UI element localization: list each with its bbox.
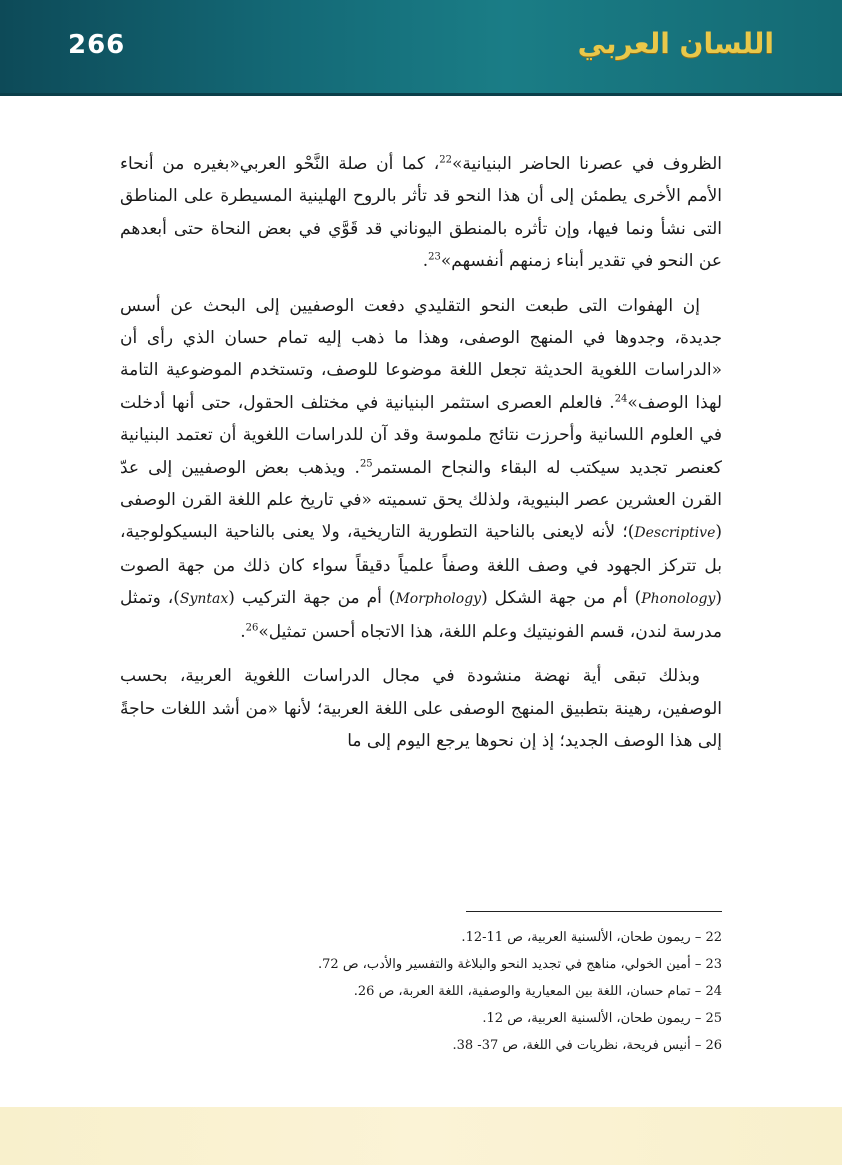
text-run: . فالعلم العصرى استثمر البنيانية في مختلف الحقول، حتى أنها أدخلت في العلوم اللسانية وأحرزت نتائج ملموسة وقد آن للدراسات اللغوية أن تعتمد البنيانية كعنصر تجديد سيكتب له البقاء والنجاح المستمر bbox=[120, 392, 723, 478]
latin-term: Phonology bbox=[641, 591, 716, 608]
text-run: إن الهفوات التى طبعت النحو التقليدي دفعت الوصفيين إلى البحث عن أسس جديدة، وجدوها في المنهج الوصفى، وهذا ما ذهب إليه تمام حسان الذي رأى أن «الدراسات اللغوية الحديثة تجعل اللغة موضوعا للوصف، وتستخدم الموضوعية التامة لهذا الوصف» bbox=[120, 295, 723, 413]
text-run: . bbox=[422, 251, 429, 272]
footnote-ref: 25 bbox=[359, 458, 373, 469]
page-header bbox=[0, 0, 842, 96]
footnote-divider bbox=[466, 911, 722, 912]
footnote-item: 22 – ريمون طحان، الألسنية العربية، ص 11-12. bbox=[461, 930, 722, 945]
footnote-item: 23 – أمين الخولي، مناهج في تجديد النحو والبلاغة والتفسير والأدب، ص 72. bbox=[318, 957, 722, 972]
text-run: )؛ لأنه لايعنى بالناحية التطورية التاريخية، ولا يعنى بالناحية البسيكولوجية، بل تتركز الجهود في وصف اللغة وصفاً علمياً دقيقاً سواء كان ذلك من جهة الصوت ( bbox=[120, 522, 722, 609]
latin-term: Morphology bbox=[395, 591, 482, 608]
text-run: . ويذهب بعض الوصفيين إلى عدّ القرن العشرين عصر البنيوية، ولذلك يحق تسميته «في تاريخ علم اللغة القرن الوصفى ( bbox=[120, 457, 722, 543]
text-run: وبذلك تبقى أية نهضة منشودة في مجال الدراسات اللغوية العربية، بحسب الوصفين، رهينة بتطبيق المنهج الوصفى على اللغة العربية؛ لأنها «من أشد اللغات حاجةً إلى هذا الوصف الجديد؛ إذ إن نحوها يرجع اليوم إلى ما bbox=[120, 666, 722, 751]
latin-term: Syntax bbox=[179, 591, 229, 608]
footnote-item: 26 – أنيس فريحة، نظريات في اللغة، ص 37- 38. bbox=[452, 1038, 722, 1053]
text-run: ) أم من جهة الشكل ( bbox=[481, 588, 642, 609]
journal-logo: اللسان العربي bbox=[577, 27, 774, 60]
text-run: ، كما أن صلة النَّحْو العربي«بغيره من أنحاء الأمم الأخرى يطمئن إلى أن هذا النحو قد تأثر بالروح الهلينية المسيطرة على المناطق التى نشأ ونما فيها، وإن تأثره بالمنطق اليوناني قد قَوَّي في بعض النحاة حتى أبعدهم عن النحو في تقدير أبناء زمنهم أنفسهم» bbox=[120, 154, 722, 272]
page-number: 266 bbox=[68, 30, 126, 60]
paragraph bbox=[120, 148, 722, 278]
text-run: ) أم من جهة التركيب ( bbox=[228, 588, 396, 609]
paragraph bbox=[120, 660, 722, 757]
footnote-ref: 26 bbox=[245, 622, 259, 634]
footnote-item: 24 – تمام حسان، اللغة بين المعيارية والوصفية، اللغة العربة، ص 26. bbox=[353, 984, 722, 999]
footnotes bbox=[200, 924, 722, 1059]
footer-band bbox=[0, 1107, 842, 1165]
text-run: الظروف في عصرنا الحاضر البنيانية» bbox=[452, 154, 722, 174]
text-run: )، وتمثل مدرسة لندن، قسم الفونيتيك وعلم اللغة، هذا الاتجاه أحسن تمثيل» bbox=[120, 588, 722, 642]
footnote-item: 25 – ريمون طحان، الألسنية العربية، ص 12. bbox=[482, 1011, 722, 1026]
footnote-ref: 22 bbox=[439, 154, 453, 166]
latin-term: Descriptive bbox=[634, 525, 716, 542]
text-run: . bbox=[240, 621, 246, 642]
paragraph bbox=[120, 290, 722, 648]
article-body bbox=[120, 148, 722, 769]
footnote-ref: 24 bbox=[614, 393, 628, 405]
footnote-ref: 23 bbox=[428, 251, 441, 263]
